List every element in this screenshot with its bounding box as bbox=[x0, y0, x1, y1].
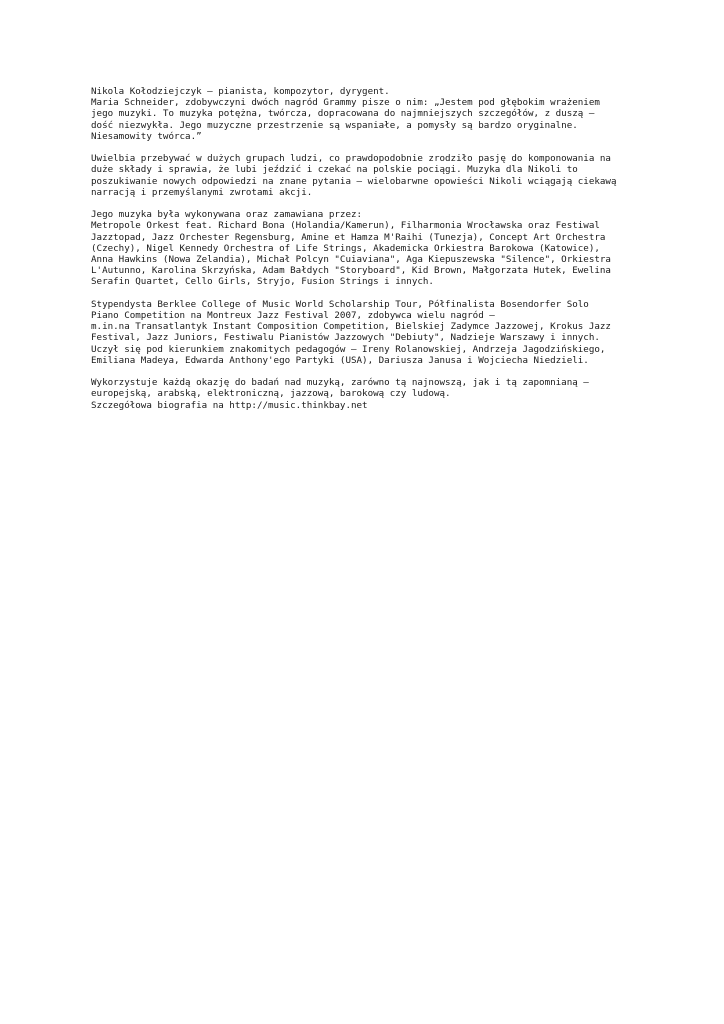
text-line: Emiliana Madeya, Edwarda Anthony'ego Partyki (USA), Dariusza Janusa i Wojciecha Niedzieli. bbox=[91, 354, 589, 366]
paragraph-intro bbox=[91, 86, 651, 142]
text-line: Serafin Quartet, Cello Girls, Stryjo, Fusion Strings i innych. bbox=[91, 276, 434, 288]
text-line: jego muzyki. To muzyka potężna, twórcza, dopracowana do najmniejszych szczegółów, z duszą – bbox=[91, 108, 595, 120]
text-line: duże składy i sprawia, że lubi jeździć i czekać na polskie pociągi. Muzyka dla Nikoli to bbox=[91, 164, 578, 176]
text-line: Festival, Jazz Juniors, Festiwalu Pianistów Jazzowych "Debiuty", Nadzieje Warszawy i innych. bbox=[91, 332, 600, 344]
text-line: Nikola Kołodziejczyk – pianista, kompozytor, dyrygent. bbox=[91, 86, 390, 97]
paragraph-research bbox=[91, 377, 651, 411]
text-line: Maria Schneider, zdobywczyni dwóch nagród Grammy pisze o nim: „Jestem pod głębokim wrażeniem bbox=[91, 97, 600, 109]
text-line: Stypendysta Berklee College of Music World Scholarship Tour, Półfinalista Bosendorfer Solo bbox=[91, 298, 589, 310]
document-page bbox=[91, 86, 651, 422]
paragraph-awards bbox=[91, 299, 651, 366]
text-line: Wykorzystuje każdą okazję do badań nad muzyką, zarówno tą najnowszą, jak i tą zapomnianą – bbox=[91, 377, 589, 389]
text-line: poszukiwanie nowych odpowiedzi na znane pytania – wielobarwne opowieści Nikoli wciągają ciekawą bbox=[91, 175, 617, 187]
text-line: (Czechy), Nigel Kennedy Orchestra of Life Strings, Akademicka Orkiestra Barokowa (Katowice), bbox=[91, 242, 600, 254]
text-line: Metropole Orkest feat. Richard Bona (Holandia/Kamerun), Filharmonia Wrocławska oraz Festiwal bbox=[91, 220, 600, 232]
text-line: Jazztopad, Jazz Orchester Regensburg, Amine et Hamza M'Raihi (Tunezja), Concept Art Orchestra bbox=[91, 231, 606, 243]
text-line: europejską, arabską, elektroniczną, jazzową, barokową czy ludową. bbox=[91, 388, 451, 400]
paragraph-performers bbox=[91, 209, 651, 287]
text-line: Piano Competition na Montreux Jazz Festival 2007, zdobywca wielu nagród – bbox=[91, 310, 495, 322]
text-line: narracją i przemyślanymi zwrotami akcji. bbox=[91, 186, 313, 198]
text-line: Szczegółowa biografia na http://music.thinkbay.net bbox=[91, 399, 368, 411]
text-line: m.in.na Transatlantyk Instant Composition Competition, Bielskiej Zadymce Jazzowej, Krokus Jazz bbox=[91, 321, 611, 333]
text-line: Niesamowity twórca.” bbox=[91, 130, 202, 142]
text-line: Uwielbia przebywać w dużych grupach ludzi, co prawdopodobnie zrodziło pasję do komponowania na bbox=[91, 153, 611, 165]
text-line: Jego muzyka była wykonywana oraz zamawiana przez: bbox=[91, 209, 363, 221]
text-line: Uczył się pod kierunkiem znakomitych pedagogów – Ireny Rolanowskiej, Andrzeja Jagodzińskiego, bbox=[91, 343, 606, 355]
text-line: L'Autunno, Karolina Skrzyńska, Adam Bałdych "Storyboard", Kid Brown, Małgorzata Hutek, Ewelina bbox=[91, 265, 611, 277]
paragraph-passion bbox=[91, 153, 651, 198]
text-line: Anna Hawkins (Nowa Zelandia), Michał Polcyn "Cuiaviana", Aga Kiepuszewska "Silence", Orkiestra bbox=[91, 254, 611, 266]
text-line: dość niezwykła. Jego muzyczne przestrzenie są wspaniałe, a pomysły są bardzo oryginalne. bbox=[91, 119, 578, 131]
